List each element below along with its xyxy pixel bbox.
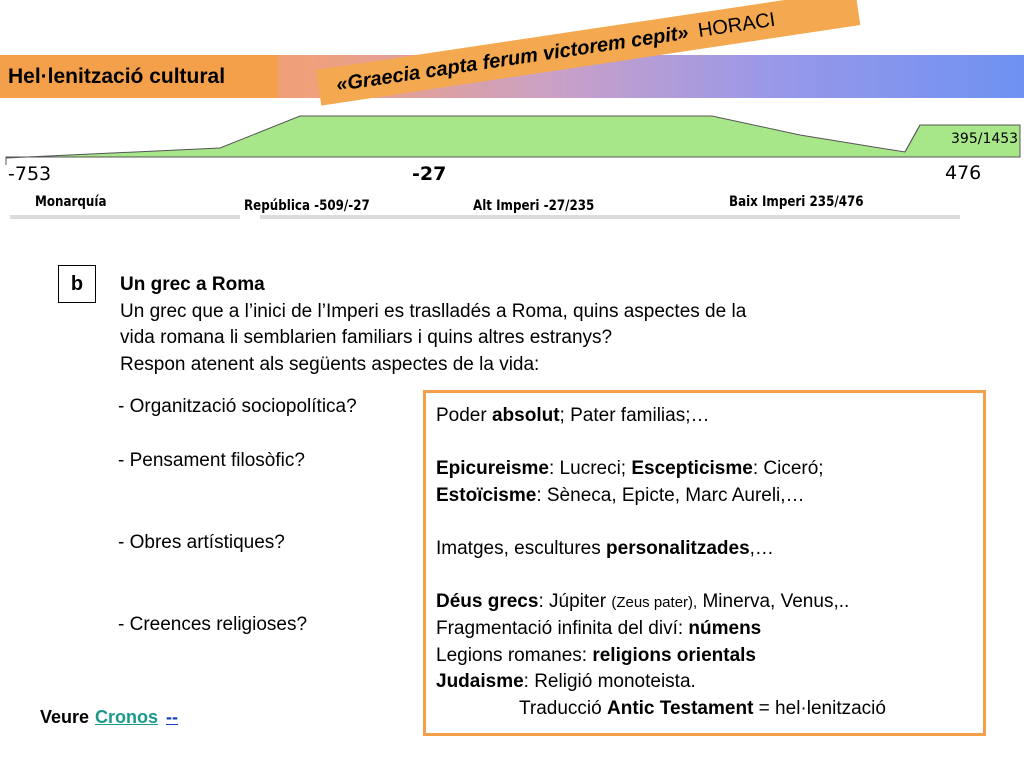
year-start: -753 — [8, 163, 52, 185]
footer-label: Veure — [40, 707, 90, 727]
next-link[interactable]: -- — [166, 707, 179, 727]
answer-box — [423, 390, 986, 736]
period-baix-imperi: Baix Imperi 235/476 — [729, 194, 864, 210]
answer-line: Epicureisme: Lucreci; Escepticisme: Ciceró; — [436, 458, 824, 479]
question-religioses: - Creences religioses? — [118, 614, 308, 635]
period-alt-imperi: Alt Imperi -27/235 — [473, 198, 595, 214]
period-monarquia: Monarquía — [35, 194, 107, 210]
quote-author: HORACI — [696, 8, 777, 42]
answer-line: Judaisme: Religió monoteista. — [436, 671, 696, 692]
page-title: Hel·lenització cultural — [0, 55, 278, 98]
answer-line: Poder absolut; Pater familias;… — [436, 405, 710, 426]
timeline-area — [6, 116, 1020, 165]
timeline — [0, 100, 1024, 225]
question-filosofic: - Pensament filosòfic? — [118, 450, 305, 471]
question-sociopolitica: - Organització sociopolítica? — [118, 396, 357, 417]
end-date-label: 395/1453 — [951, 131, 1019, 147]
answer-line: Traducció Antic Testament = hel·lenització — [519, 697, 886, 719]
year-end: 476 — [945, 162, 982, 184]
footer — [40, 707, 178, 728]
answer-line: Déus grecs: Júpiter (Zeus pater), Minerva, Venus,.. — [436, 590, 850, 612]
answer-line: Estoïcisme: Sèneca, Epicte, Marc Aureli,… — [436, 484, 805, 506]
exercise-line: Respon atenent als següents aspectes de la vida: — [120, 353, 540, 375]
exercise-line: Un grec que a l’inici de l’Imperi es traslladés a Roma, quins aspectes de la — [120, 300, 747, 322]
exercise-line: vida romana li semblarien familiars i quins altres estranys? — [120, 327, 613, 348]
period-republica: República -509/-27 — [244, 198, 370, 214]
exercise-letter: b — [58, 265, 96, 303]
quote-text: «Graecia capta ferum victorem cepit» — [334, 21, 690, 97]
answer-line: Legions romanes: religions orientals — [436, 644, 756, 666]
exercise-title: Un grec a Roma — [120, 274, 265, 295]
answer-line: Imatges, escultures personalitzades,… — [436, 537, 774, 559]
year-mid: -27 — [412, 163, 447, 185]
cronos-link[interactable]: Cronos — [95, 707, 159, 727]
question-artistiques: - Obres artístiques? — [118, 532, 285, 553]
answer-line: Fragmentació infinita del diví: númens — [436, 618, 762, 639]
exercise-intro — [120, 272, 900, 378]
